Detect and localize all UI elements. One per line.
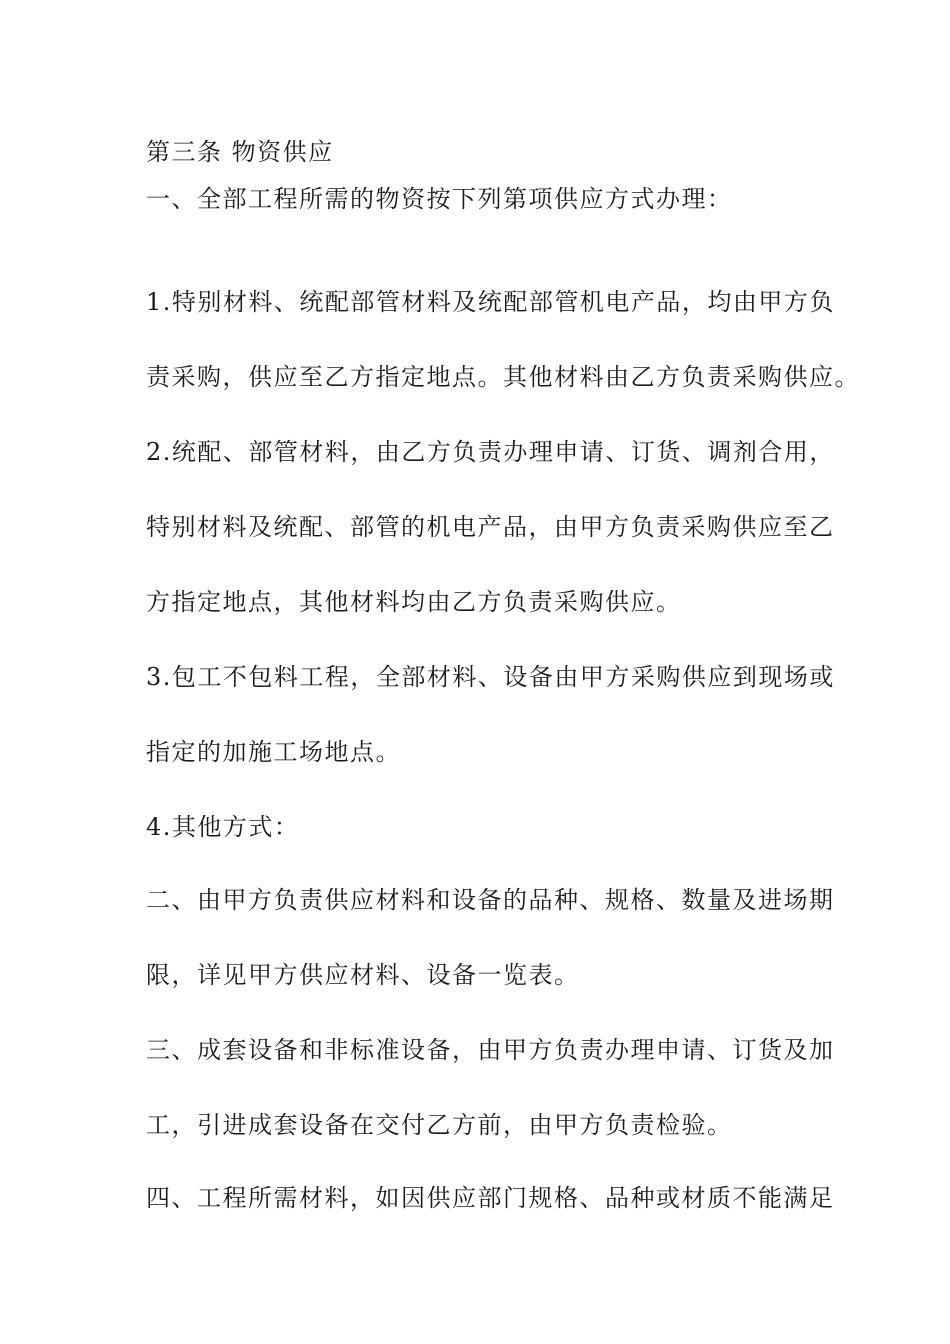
paragraph-line: 工，引进成套设备在交付乙方前，由甲方负责检验。	[146, 1111, 733, 1139]
paragraph-line: 三、成套设备和非标准设备，由甲方负责办理申请、订货及加	[146, 1036, 835, 1064]
paragraph-line: 方指定地点，其他材料均由乙方负责采购供应。	[146, 588, 682, 616]
paragraph-line: 责采购，供应至乙方指定地点。其他材料由乙方负责采购供应。	[146, 363, 860, 391]
paragraph-line: 特别材料及统配、部管的机电产品，由甲方负责采购供应至乙	[146, 513, 835, 541]
paragraph-line: 四、工程所需材料，如因供应部门规格、品种或材质不能满足	[146, 1184, 835, 1212]
paragraph-line: 指定的加施工场地点。	[146, 738, 401, 766]
paragraph-line: 3.包工不包料工程，全部材料、设备由甲方采购供应到现场或	[146, 663, 835, 691]
paragraph-line: 一、全部工程所需的物资按下列第项供应方式办理：	[146, 185, 733, 213]
paragraph-line: 1.特别材料、统配部管材料及统配部管机电产品，均由甲方负	[146, 288, 835, 316]
paragraph-line: 限，详见甲方供应材料、设备一览表。	[146, 961, 580, 989]
article-heading: 第三条 物资供应	[146, 138, 334, 166]
paragraph-line: 二、由甲方负责供应材料和设备的品种、规格、数量及进场期	[146, 886, 835, 914]
paragraph-line: 4.其他方式：	[146, 813, 300, 841]
paragraph-line: 2.统配、部管材料，由乙方负责办理申请、订货、调剂合用，	[146, 438, 835, 466]
